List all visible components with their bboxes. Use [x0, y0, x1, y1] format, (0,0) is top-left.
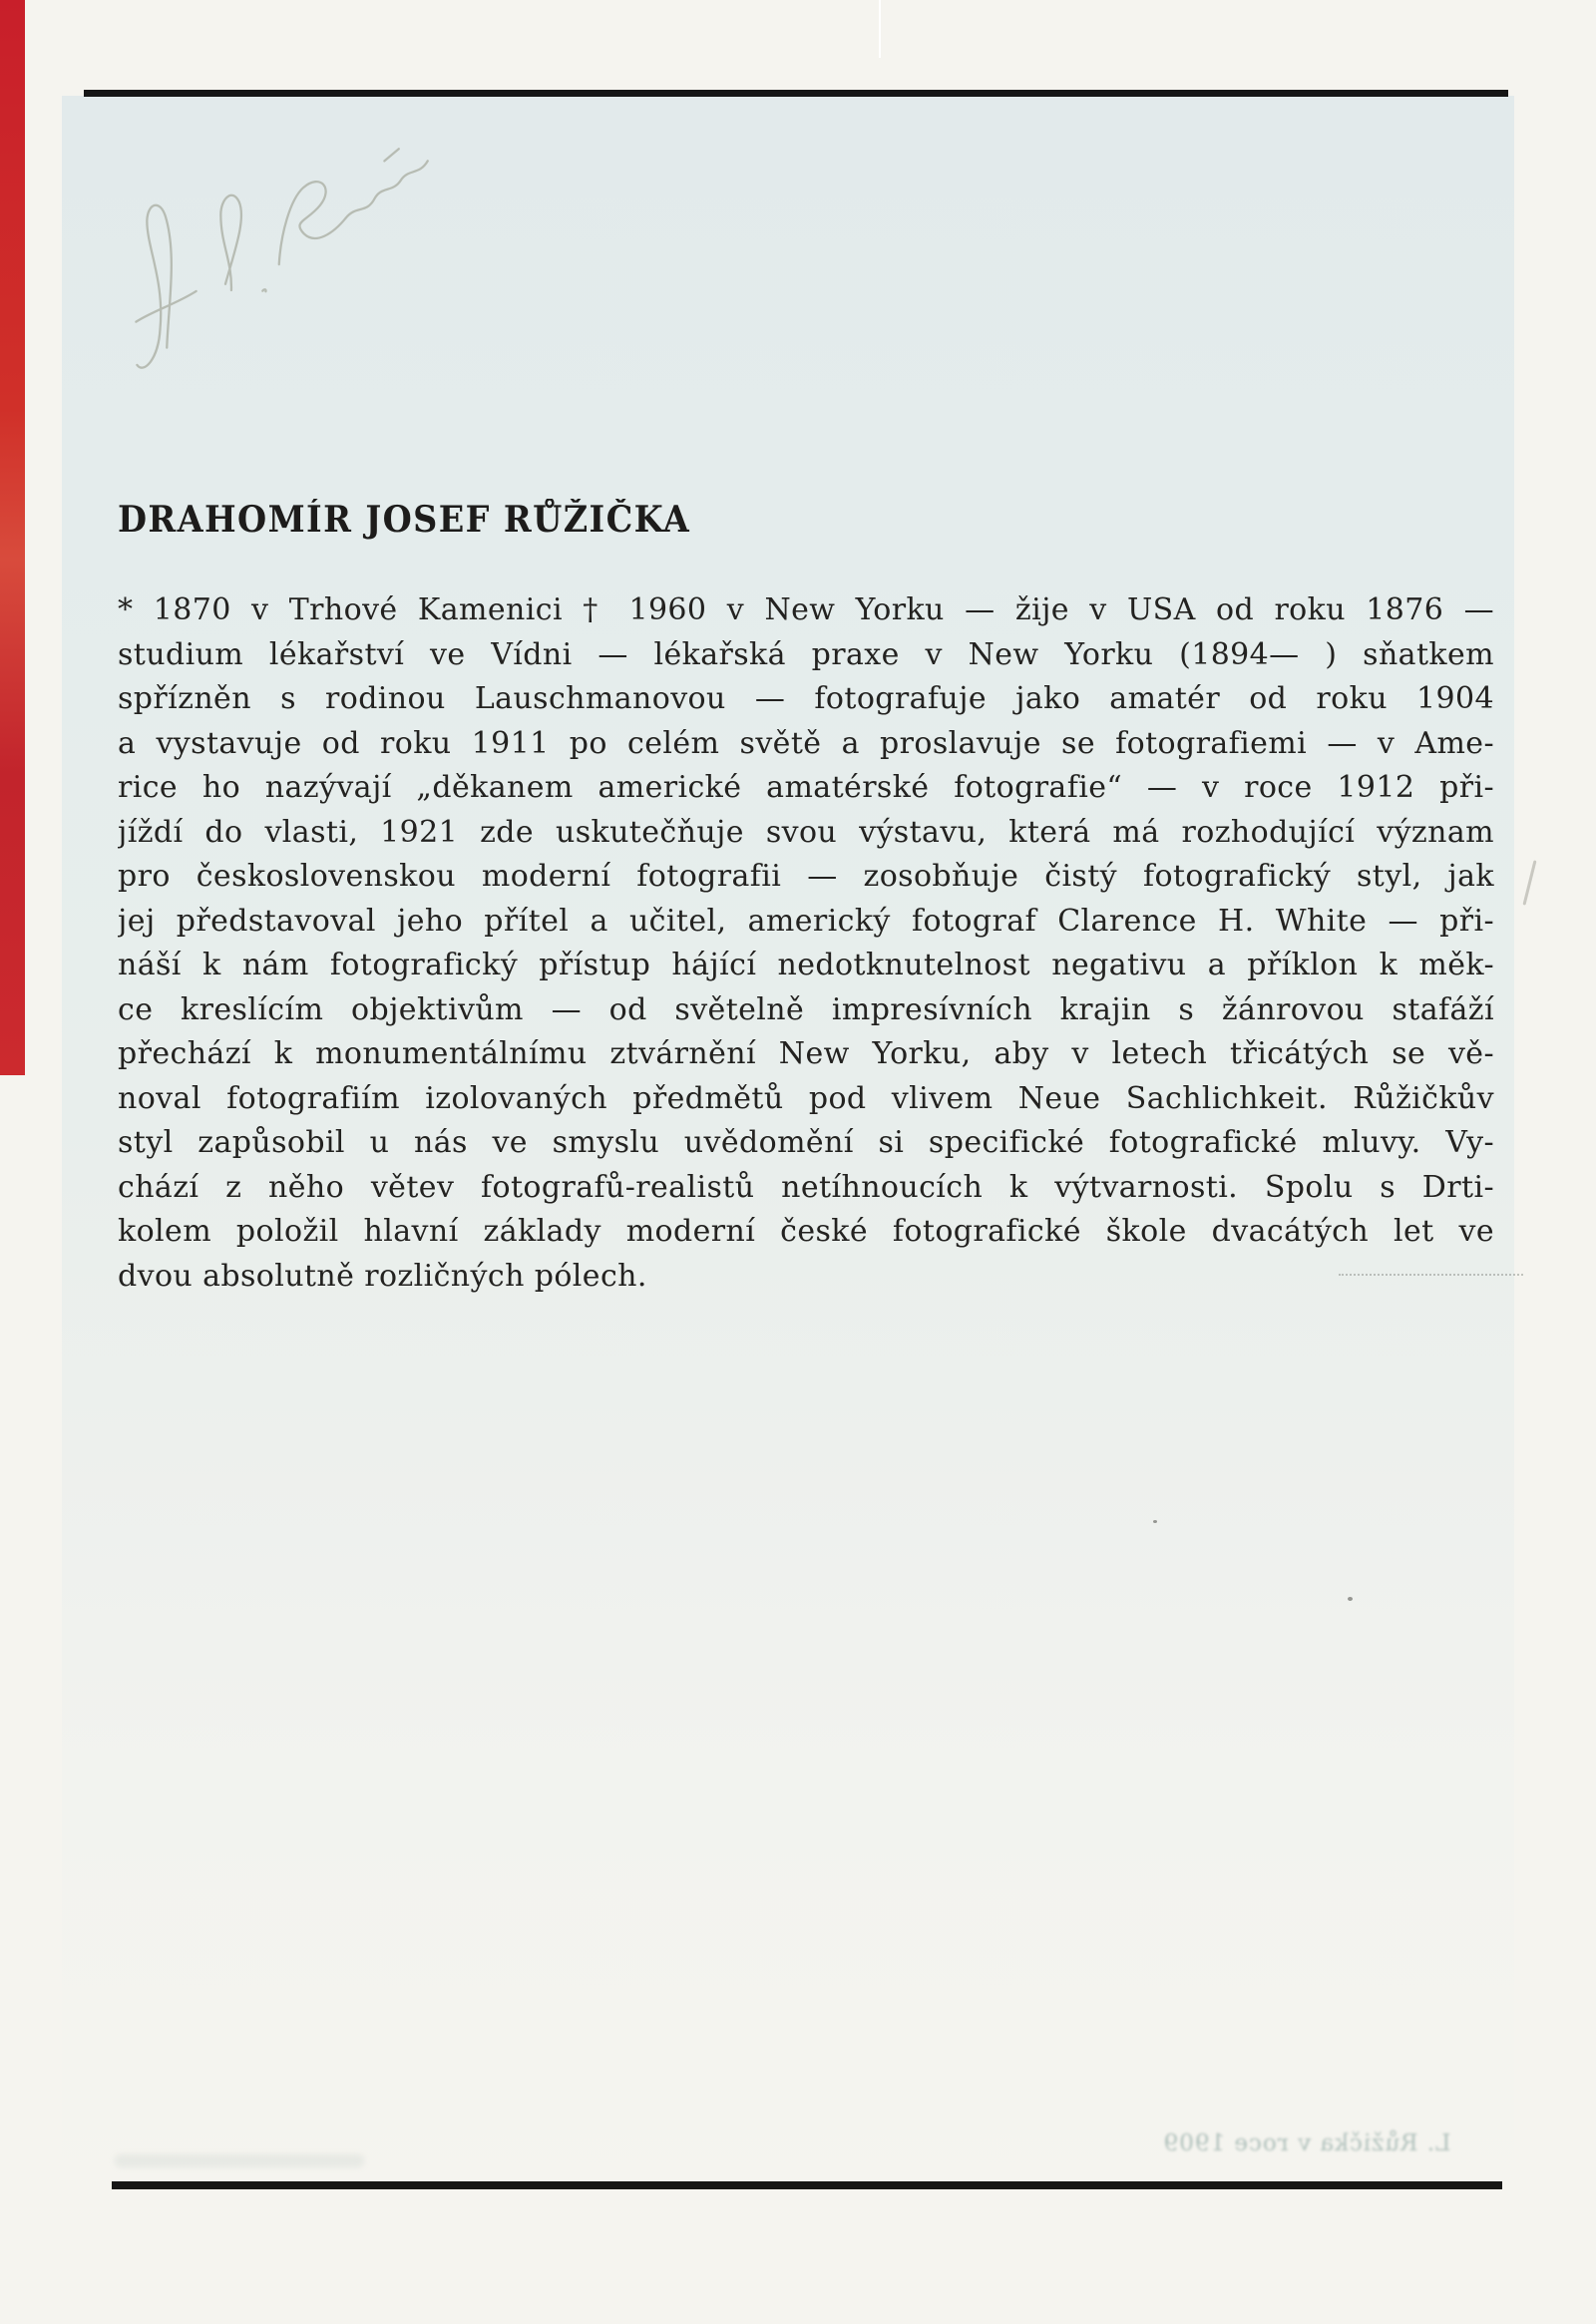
bio-line: přechází k monumentálnímu ztvárnění New Yorku, aby v letech třicátých se vě- [118, 1036, 1494, 1071]
book-spine-red-strip [0, 0, 25, 1075]
page-title: DRAHOMÍR JOSEF RŮŽIČKA [118, 499, 691, 541]
bio-line: ce kreslícím objektivům — od světelně impresívních krajin s žánrovou stafáží [118, 991, 1494, 1027]
bio-line: náší k nám fotografický přístup hájící nedotknutelnost negativu a příklon k měk- [118, 948, 1494, 982]
bio-line: noval fotografiím izolovaných předmětů pod vlivem Neue Sachlichkeit. Růžičkův [118, 1080, 1494, 1116]
bio-line: chází z něho větev fotografů-realistů netíhnoucích k výtvarnosti. Spolu s Drti- [118, 1169, 1494, 1205]
bio-line: jíždí do vlasti, 1921 zde uskutečňuje svou výstavu, která má rozhodující význam [118, 814, 1494, 850]
faint-dotted-marks [1339, 1269, 1523, 1276]
bottom-rule [112, 2181, 1502, 2189]
top-rule [84, 90, 1508, 97]
biography-paragraph [118, 588, 1494, 1299]
bio-line: pro československou moderní fotografii — zosobňuje čistý fotografický styl, jak [118, 859, 1494, 894]
bio-line: a vystavuje od roku 1911 po celém světě a proslavuje se fotografiemi — v Ame- [118, 725, 1494, 761]
bio-line: * 1870 v Trhové Kamenici † 1960 v New Yorku — žije v USA od roku 1876 — [118, 592, 1494, 627]
bio-line: spřízněn s rodinou Lauschmanovou — fotografuje jako amatér od roku 1904 [118, 681, 1494, 716]
bio-line: jej představoval jeho přítel a učitel, americký fotograf Clarence H. White — při- [118, 903, 1494, 939]
bio-line: dvou absolutně rozličných pólech. [118, 1258, 647, 1294]
bio-line: rice ho nazývají „děkanem americké amatérské fotografie“ — v roce 1912 při- [118, 770, 1494, 805]
dust-speck [1348, 1597, 1353, 1601]
bio-line: studium lékařství ve Vídni — lékařská praxe v New Yorku (1894— ) sňatkem [118, 636, 1494, 672]
ghost-show-through-caption: L. Růžička v roce 1909 [1162, 2130, 1451, 2156]
dust-speck [1153, 1520, 1157, 1523]
margin-pencil-mark [1522, 860, 1536, 905]
scan-scratch-line [879, 0, 881, 58]
bio-line: kolem položil hlavní základy moderní české fotografické škole dvacátých let ve [118, 1214, 1494, 1249]
faint-show-through-smudge [115, 2154, 364, 2167]
bio-line: styl zapůsobil u nás ve smyslu uvědomění si specifické fotografické mluvy. Vy- [118, 1125, 1494, 1160]
